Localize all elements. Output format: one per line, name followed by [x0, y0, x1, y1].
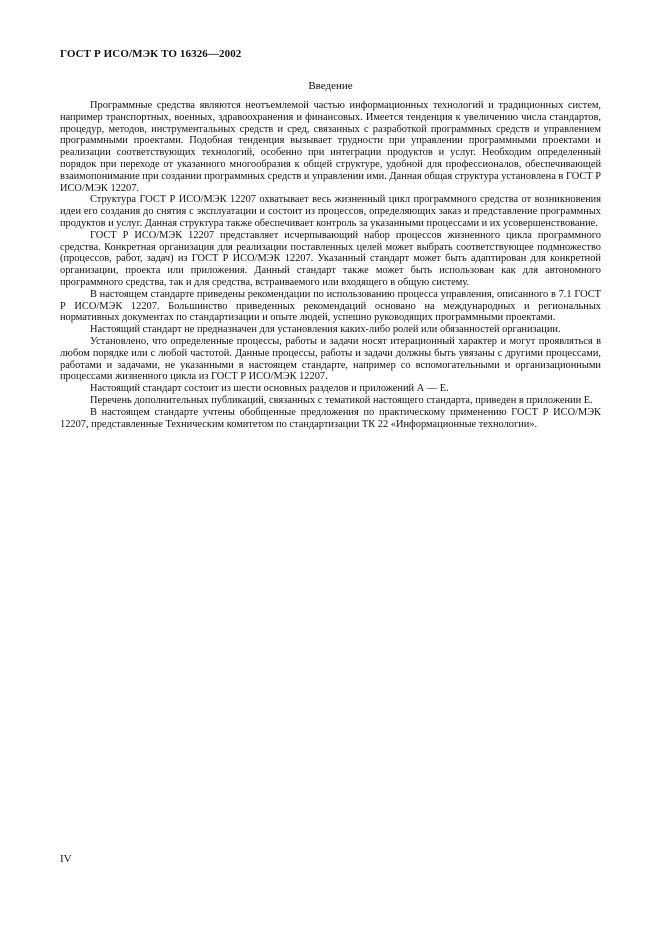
- paragraph-1: Программные средства являются неотъемлемой частью информационных технологий и традиционных систем, например транспортных, военных, здравоохранения и финансовых. Имеется тенденция к увеличению числа стандартов, процедур, методов, инструментальных средств и сред, связанных с разработкой программных средств и управлением программными проектами. Подобная тенденция вызывает трудности при управлении программными проектами и реализации соответствующих технологий, особенно при интеграции продуктов и услуг. Необходим определенный порядок при переходе от указанного многообразия к общей структуре, удобной для профессионалов, обеспечивающей взаимопонимание при создании программных средств и управлении ими. Данная общая структура установлена в ГОСТ Р ИСО/МЭК 12207.: [60, 100, 601, 194]
- body-text: [60, 100, 601, 430]
- paragraph-7: Настоящий стандарт состоит из шести основных разделов и приложений А — Е.: [90, 383, 449, 395]
- paragraph-4: В настоящем стандарте приведены рекомендации по использованию процесса управления, описанного в 7.1 ГОСТ Р ИСО/МЭК 12207. Большинство приведенных рекомендаций основано на международных и региональных нормативных документах по стандартизации и опыте людей, успешно руководящих программными проектами.: [60, 288, 601, 324]
- paragraph-5: Настоящий стандарт не предназначен для установления каких-либо ролей или обязанностей организации.: [90, 324, 561, 336]
- paragraph-6: Установлено, что определенные процессы, работы и задачи носят итерационный характер и могут проявляться в любом порядке или с любой частотой. Данные процессы, работы и задачи должны быть увязаны с другими процессами, работами и задачами, не указанными в настоящем стандарте, например со вспомогательными и организационными процессами жизненного цикла из ГОСТ Р ИСО/МЭК 12207.: [60, 335, 601, 383]
- paragraph-2: Структура ГОСТ Р ИСО/МЭК 12207 охватывает весь жизненный цикл программного средства от возникновения идеи его создания до снятия с эксплуатации и состоит из процессов, определяющих заказ и представление программных продуктов и услуг. Данная структура также обеспечивает контроль за указанными процессами и их усовершенствование.: [60, 194, 601, 229]
- paragraph-8: Перечень дополнительных публикаций, связанных с тематикой настоящего стандарта, приведен в приложении Е.: [90, 394, 593, 406]
- section-title: Введение: [308, 80, 353, 92]
- page-number: IV: [60, 853, 72, 865]
- document-designation: ГОСТ Р ИСО/МЭК ТО 16326—2002: [60, 48, 242, 60]
- paragraph-3: ГОСТ Р ИСО/МЭК 12207 представляет исчерпывающий набор процессов жизненного цикла программного средства. Конкретная организация для реализации поставленных целей может выбрать соответствующее подмножество (процессов, работ, задач) из ГОСТ Р ИСО/МЭК 12207. Указанный стандарт может быть адаптирован для конкретной организации, проекта или приложения. Данный стандарт также может быть использован как для автономного программного средства, так и для средства, встраиваемого или входящего в общую систему.: [60, 229, 601, 288]
- paragraph-9: В настоящем стандарте учтены обобщенные предложения по практическому применению ГОСТ Р ИСО/МЭК 12207, представленные Техническим комитетом по стандартизации ТК 22 «Информационные технологии».: [60, 406, 601, 430]
